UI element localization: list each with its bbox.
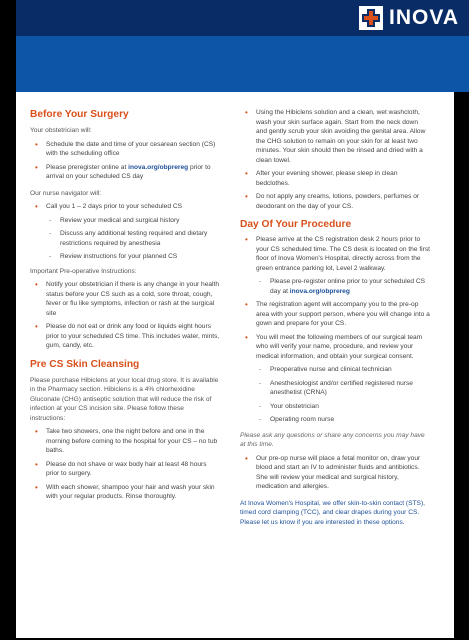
navigator-list bbox=[30, 202, 220, 212]
list-item: • Schedule the date and time of your cesarean section (CS) with the scheduling office bbox=[30, 140, 220, 159]
closing-note: At Inova Women's Hospital, we offer skin-to-skin contact (STS), timed cord clamping (TCC), and clear drapes during your CS. Please let us know if you are interested in these options. bbox=[240, 499, 425, 526]
list-item: - Anesthesiologist and/or certified registered nurse anesthetist (CRNA) bbox=[240, 379, 430, 398]
list-item: - Your obstetrician bbox=[240, 402, 430, 412]
inova-cross-icon bbox=[359, 6, 383, 30]
right-column bbox=[240, 104, 430, 527]
list-item: • The registration agent will accompany you to the pre-op area with your support person, where you will change into a gown and prepare for your CS. bbox=[240, 300, 430, 329]
procedure-heading: Day Of Your Procedure bbox=[240, 219, 352, 230]
obstetrician-list bbox=[30, 140, 220, 182]
list-item: - Preoperative nurse and clinical technician bbox=[240, 365, 430, 375]
list-item bbox=[30, 163, 220, 182]
list-item: • Using the Hibiclens solution and a clean, wet washcloth, wash your skin surface again. Start from the neck down and gently scrub your skin avoiding the genital area. Allow the CHG solution to remain on your skin for at least two minutes. Your skin should then be rinsed and dried with a clean towel. bbox=[240, 108, 430, 165]
questions-note: Please ask any questions or share any concerns you may have at this time. bbox=[240, 431, 425, 448]
skin-intro: Please purchase Hibiclens at your local drug store. It is available in the Pharmacy section. Hibiclens is a 4% chlorhexidine Gluconate (CHG) antiseptic solution that will reduce the risk of infection at your CS incision site. Please follow these instructions: bbox=[30, 376, 219, 422]
team-list bbox=[240, 365, 430, 425]
list-item: • With each shower, shampoo your hair and wash your skin with your regular products. Rinse thoroughly. bbox=[30, 483, 220, 502]
preregister-text: Please pre-register online prior to your scheduled CS day at bbox=[270, 278, 426, 295]
list-item: - Operating room nurse bbox=[240, 415, 430, 425]
brand-name: INOVA bbox=[389, 6, 459, 29]
preregister-link[interactable]: inova.org/obprereg bbox=[128, 163, 189, 171]
before-surgery-heading: Before Your Surgery bbox=[30, 109, 129, 120]
important-label: Important Pre-operative Instructions: bbox=[30, 267, 137, 275]
skin-list-continued bbox=[240, 108, 430, 211]
left-column bbox=[30, 108, 220, 502]
procedure-list-2 bbox=[240, 300, 430, 361]
list-item: - Review your medical and surgical history bbox=[30, 216, 220, 226]
preregister-text-end: prior to arrival on your scheduled CS day bbox=[46, 163, 211, 180]
preregister-link[interactable]: inova.org/obprereg bbox=[289, 287, 350, 295]
navigator-intro: Our nurse navigator will: bbox=[30, 189, 102, 197]
procedure-sublist bbox=[240, 277, 430, 296]
preregister-text: Please preregister online at bbox=[46, 163, 129, 171]
inova-logo bbox=[359, 5, 459, 31]
skin-list bbox=[30, 427, 220, 502]
obstetrician-intro: Your obstetrician will: bbox=[30, 127, 92, 134]
list-item: • Do not apply any creams, lotions, powders, perfumes or deodorant on the day of your CS. bbox=[240, 192, 430, 211]
monitor-list bbox=[240, 454, 430, 492]
list-item: - Review instructions for your planned CS bbox=[30, 252, 220, 262]
list-item: • Please do not shave or wax body hair at least 48 hours prior to surgery. bbox=[30, 460, 220, 479]
document-body bbox=[16, 92, 454, 638]
navigator-sublist bbox=[30, 216, 220, 262]
list-item: • Please do not eat or drink any food or liquids eight hours prior to your scheduled CS time. This includes water, mints, gum, candy, etc. bbox=[30, 322, 220, 351]
important-list bbox=[30, 280, 220, 351]
banner bbox=[16, 36, 469, 92]
list-item: - Discuss any additional testing required and dietary restrictions required by anesthesia bbox=[30, 229, 220, 248]
list-item: • Please arrive at the CS registration desk 2 hours prior to your CS scheduled time. The CS desk is located on the first floor of Inova Women's Hospital, directly across from the green entrance parking lot, Level 2 walkway. bbox=[240, 235, 430, 273]
skin-cleansing-heading: Pre CS Skin Cleansing bbox=[30, 358, 140, 370]
list-item: • Our pre-op nurse will place a fetal monitor on, draw your blood and start an IV to administer fluids and antibiotics. She will review your medical and surgical history, medication and allergies. bbox=[240, 454, 430, 492]
list-item: • Take two showers, one the night before and one in the morning before coming to the hospital for your CS – no tub baths. bbox=[30, 427, 220, 456]
list-item: • Call you 1 – 2 days prior to your scheduled CS bbox=[30, 202, 220, 212]
list-item: • Notify your obstetrician if there is any change in your health status before your CS such as a cold, sore throat, cough, fever or flu like symptoms, infection or rash at the surgical site bbox=[30, 280, 220, 318]
list-item bbox=[240, 277, 430, 296]
header-bar bbox=[16, 0, 469, 36]
procedure-list bbox=[240, 235, 430, 273]
list-item: • After your evening shower, please sleep in clean bedclothes. bbox=[240, 169, 430, 188]
list-item: • You will meet the following members of our surgical team who will verify your name, procedure, and review your medical information, and obtain your surgical consent. bbox=[240, 333, 430, 362]
